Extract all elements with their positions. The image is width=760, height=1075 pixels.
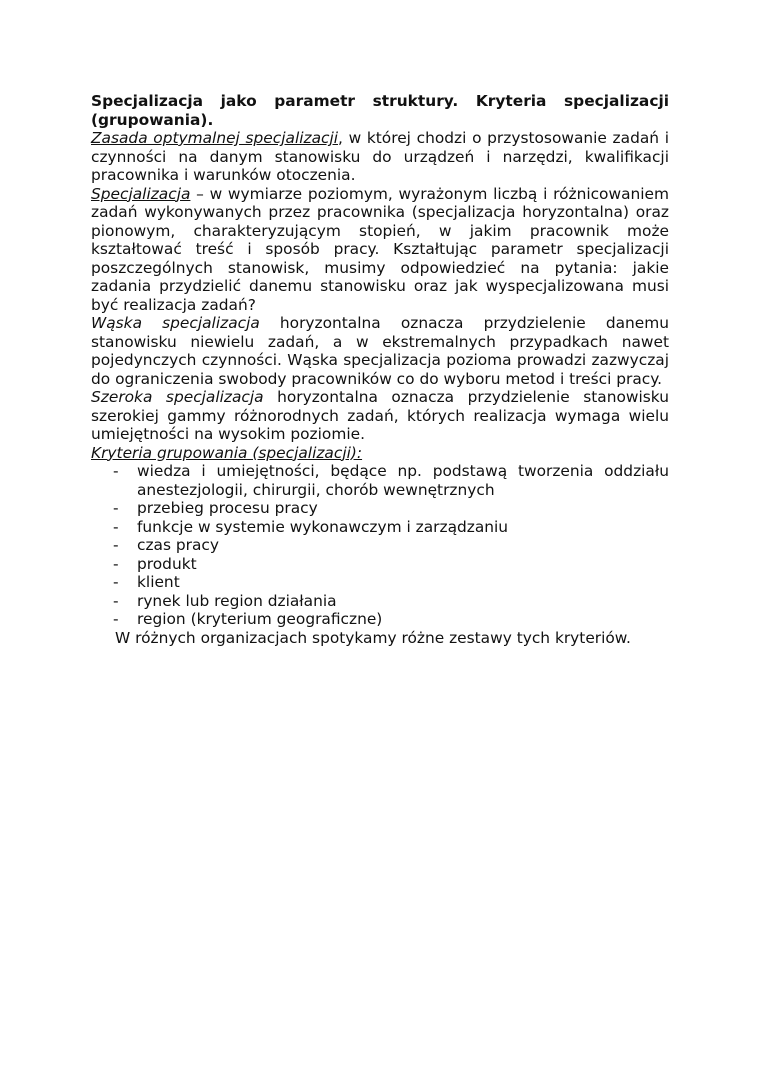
paragraph-text: – w wymiarze poziomym, wyrażonym liczbą i różnicowaniem zadań wykonywanych przez pracownika (specjalizacja horyzontalna) oraz pionowym, charakteryzującym stopień, w jakim pracownik może kształtować treść i sposób pracy. Kształtując parametr specjalizacji poszczególnych stanowisk, musimy odpowiedzieć na pytania: jakie zadania przydzielić danemu stanowisku oraz jak wyspecjalizowana musi być realizacja zadań? xyxy=(91,184,669,314)
dash-bullet: - xyxy=(113,573,119,591)
paragraph-broad-specialization xyxy=(91,388,669,444)
list-item-text: wiedza i umiejętności, będące np. podstawą tworzenia oddziału anestezjologii, chirurgii, chorób wewnętrznych xyxy=(137,462,669,499)
closing-sentence: W różnych organizacjach spotykamy różne zestawy tych kryteriów. xyxy=(115,628,631,647)
list-item-text: klient xyxy=(137,573,180,591)
paragraph-text: , w której chodzi o przystosowanie zadań i czynności na danym stanowisku do urządzeń i narzędzi, kwalifikacji pracownika i warunków otoczenia. xyxy=(91,129,669,184)
paragraph-optimal-specialization xyxy=(91,129,669,185)
list-item xyxy=(91,610,669,629)
list-item xyxy=(91,592,669,611)
paragraph-specialization xyxy=(91,185,669,315)
list-item-text: przebieg procesu pracy xyxy=(137,499,318,517)
document-page xyxy=(91,92,669,647)
paragraph-text: horyzontalna oznacza przydzielenie danemu stanowisku niewielu zadań, a w ekstremalnych przypadkach nawet pojedynczych czynności. Wąska specjalizacja pozioma prowadzi zazwyczaj do ograniczenia swobody pracowników co do wyboru metod i treści pracy. xyxy=(91,314,670,388)
term-specialization: Specjalizacja xyxy=(91,184,191,203)
list-item-text: produkt xyxy=(137,554,197,573)
paragraph-text: horyzontalna oznacza przydzielenie stanowisku szerokiej gammy różnorodnych zadań, których realizacja wymaga wielu umiejętności na wysokim poziomie. xyxy=(91,388,669,443)
criteria-heading: Kryteria grupowania (specjalizacji): xyxy=(91,443,363,462)
dash-bullet: - xyxy=(113,591,119,610)
list-item xyxy=(91,555,669,574)
list-item xyxy=(91,462,669,499)
list-item-text: funkcje w systemie wykonawczym i zarządzaniu xyxy=(137,517,509,536)
list-item-text: czas pracy xyxy=(137,536,219,554)
dash-bullet: - xyxy=(113,536,119,554)
paragraph-narrow-specialization xyxy=(91,314,669,388)
list-item-text: rynek lub region działania xyxy=(137,591,337,610)
dash-bullet: - xyxy=(113,554,119,573)
list-item-text: region (kryterium geograficzne) xyxy=(137,610,383,628)
dash-bullet: - xyxy=(113,610,119,628)
criteria-list xyxy=(91,462,669,629)
term-broad-specialization: Szeroka specjalizacja xyxy=(91,388,264,406)
list-item xyxy=(91,573,669,592)
dash-bullet: - xyxy=(113,517,119,536)
term-optimal-specialization: Zasada optymalnej specjalizacji xyxy=(91,129,339,147)
dash-bullet: - xyxy=(113,462,119,480)
list-item xyxy=(91,536,669,555)
list-item xyxy=(91,499,669,518)
document-title: Specjalizacja jako parametr struktury. Kryteria specjalizacji (grupowania). xyxy=(91,92,669,129)
term-narrow-specialization: Wąska specjalizacja xyxy=(91,314,260,332)
list-item xyxy=(91,518,669,537)
dash-bullet: - xyxy=(113,499,119,517)
